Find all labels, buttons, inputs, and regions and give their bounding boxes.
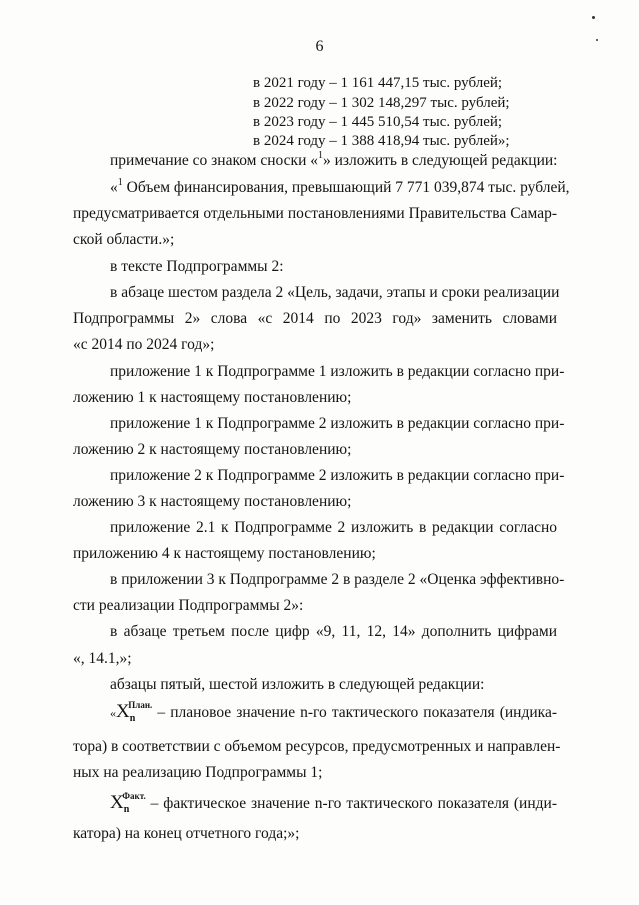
appendix-1-line-2: ложению 1 к настоящему постановлению;: [73, 389, 352, 406]
x-fact-subscript: n: [123, 804, 130, 815]
x-fact-symbol: X: [110, 792, 124, 813]
x-plan-symbol: X: [116, 701, 130, 722]
quote-open: «: [110, 179, 118, 196]
appendix-4-line-2: приложению 4 к настоящему постановлению;: [73, 545, 376, 562]
footnote-mark: 1: [318, 150, 323, 161]
abzac-six-line-3: «с 2014 по 2024 год»;: [73, 336, 215, 353]
abzac-three-line-1: в абзаце третьем после цифр «9, 11, 12, 14» дополнить цифрами: [110, 623, 557, 640]
appendix-5-line-2: сти реализации Подпрограммы 2»:: [73, 597, 304, 614]
quote-line-3: ской области.»;: [73, 231, 175, 248]
quote-text-1: Объем финансирования, превышающий 7 771 039,874 тыс. рублей,: [122, 179, 570, 196]
scan-speck: [596, 39, 598, 41]
abzac-three-line-2: «, 14.1,»;: [73, 650, 132, 667]
page-number: 6: [315, 38, 324, 55]
quote-line-1: [110, 177, 570, 197]
quote-footnote-mark: 1: [117, 177, 123, 188]
abzac-six-line-2: Подпрограммы 2» слова «с 2014 по 2023 год» заменить словами: [73, 310, 557, 327]
abzac-six-line-1: в абзаце шестом раздела 2 «Цель, задачи, этапы и сроки реализации: [110, 284, 560, 301]
x-fact-superscript: Факт.: [122, 791, 146, 801]
financing-line-2023: в 2023 году – 1 445 510,54 тыс. рублей;: [253, 114, 503, 130]
note-text-before: примечание со знаком сноски «: [110, 152, 318, 169]
financing-line-2024: в 2024 году – 1 388 418,94 тыс. рублей»;: [253, 133, 510, 149]
note-text-after: » изложить в следующей редакции:: [323, 152, 558, 169]
x-plan-line-3: ных на реализацию Подпрограммы 1;: [73, 764, 323, 781]
appendix-4-line-1: приложение 2.1 к Подпрограмме 2 изложить в редакции согласно: [110, 519, 557, 536]
x-plan-line-1: [110, 700, 557, 724]
appendix-1-line-1: приложение 1 к Подпрограмме 1 изложить в редакции согласно при-: [110, 363, 565, 380]
x-plan-line-2: тора) в соответствии с объемом ресурсов, предусмотренных и направлен-: [73, 738, 561, 755]
appendix-2-line-1: приложение 1 к Подпрограмме 2 изложить в редакции согласно при-: [110, 415, 565, 432]
appendix-5-line-1: в приложении 3 к Подпрограмме 2 в разделе 2 «Оценка эффективно-: [110, 571, 565, 588]
x-fact-text-1: – фактическое значение n-го тактического показателя (инди-: [145, 795, 557, 812]
abzac-five-six-heading: абзацы пятый, шестой изложить в следующей редакции:: [110, 676, 485, 693]
x-plan-superscript: План.: [128, 700, 153, 710]
scan-speck: [592, 16, 595, 19]
x-plan-text-1: – плановое значение n-го тактического показателя (индика-: [152, 704, 557, 721]
financing-line-2022: в 2022 году – 1 302 148,297 тыс. рублей;: [253, 95, 510, 111]
quote-line-2: предусматривается отдельными постановлениями Правительства Самар-: [73, 205, 557, 222]
note-paragraph: [110, 152, 557, 170]
x-fact-line-2: катора) на конец отчетного года;»;: [73, 825, 300, 842]
appendix-3-line-1: приложение 2 к Подпрограмме 2 изложить в редакции согласно при-: [110, 467, 565, 484]
x-plan-subscript: n: [129, 713, 136, 724]
appendix-3-line-2: ложению 3 к настоящему постановлению;: [73, 493, 352, 510]
financing-line-2021: в 2021 году – 1 161 447,15 тыс. рублей;: [253, 75, 503, 91]
x-fact-line-1: [110, 791, 557, 815]
appendix-2-line-2: ложению 2 к настоящему постановлению;: [73, 441, 352, 458]
x-plan-quote-open: «: [110, 706, 116, 720]
subprogram-2-heading: в тексте Подпрограммы 2:: [110, 258, 284, 275]
